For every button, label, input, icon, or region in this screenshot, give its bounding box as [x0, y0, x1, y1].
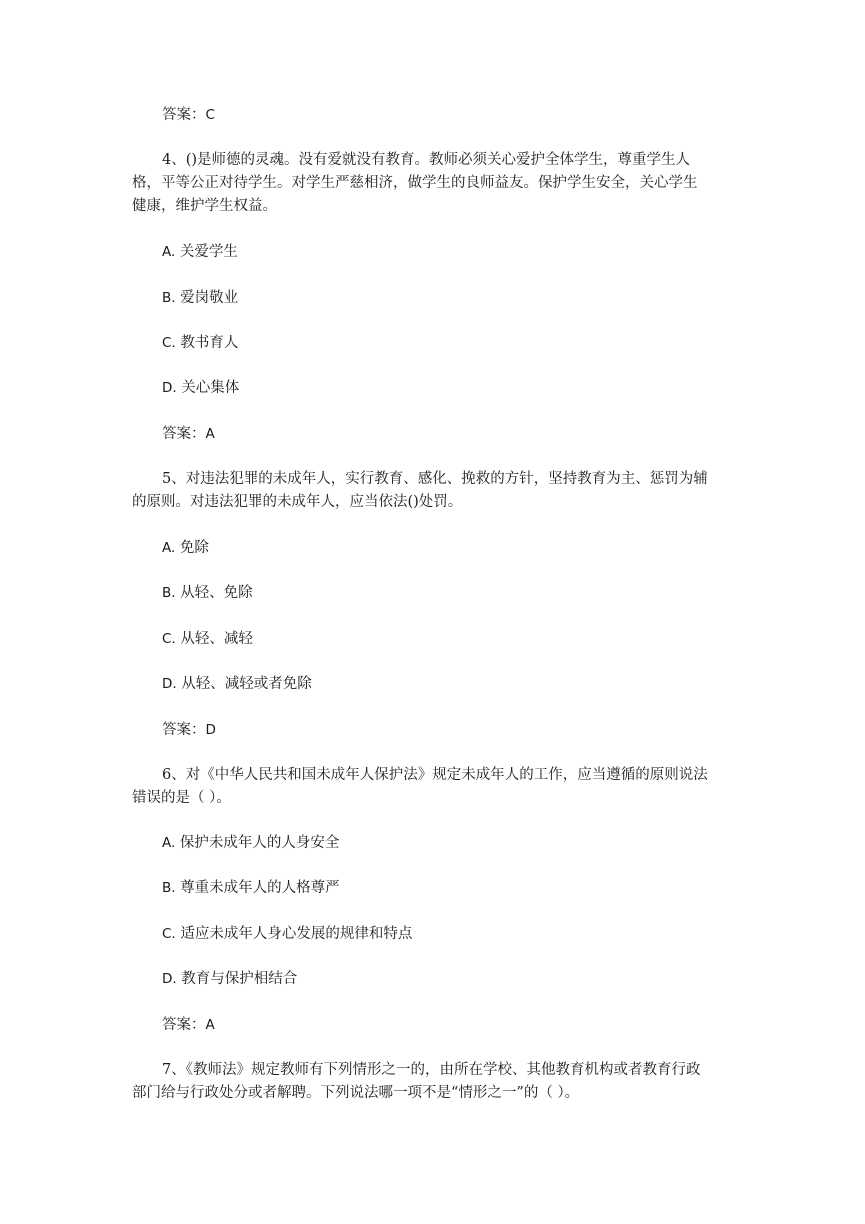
- option-letter: C.: [162, 335, 176, 351]
- question-7: [132, 1059, 734, 1105]
- question-line: 5、对违法犯罪的未成年人，实行教育、感化、挽救的方针，坚持教育为主、惩罚为辅: [162, 471, 708, 487]
- option-text: 关心集体: [181, 380, 240, 396]
- option-c: [0, 628, 865, 651]
- question-line: 4、()是师德的灵魂。没有爱就没有教育。教师必须关心爱护全体学生，尊重学生人: [162, 152, 691, 168]
- option-b: [0, 287, 865, 310]
- question-line: 健康，维护学生权益。: [132, 198, 277, 214]
- option-text: 爱岗敬业: [180, 290, 239, 306]
- question-6: [132, 764, 734, 810]
- question-5: [132, 468, 734, 514]
- answer-line: [0, 104, 865, 127]
- option-text: 关爱学生: [179, 244, 238, 260]
- option-text: 适应未成年人身心发展的规律和特点: [180, 926, 413, 942]
- question-number: 4、: [162, 152, 186, 168]
- answer-value: A: [205, 1017, 215, 1033]
- option-b: [0, 582, 865, 605]
- answer-value: A: [205, 426, 215, 442]
- option-text: 保护未成年人的人身安全: [179, 835, 340, 851]
- option-letter: A.: [162, 244, 176, 260]
- question-line: 部门给与行政处分或者解聘。下列说法哪一项不是“情形之一”的（ ）。: [132, 1085, 580, 1101]
- question-number: 6、: [162, 767, 186, 783]
- option-text: 从轻、减轻或者免除: [181, 676, 312, 692]
- option-letter: B.: [162, 290, 176, 306]
- answer-line: [0, 1014, 865, 1037]
- option-b: [0, 877, 865, 900]
- option-letter: A.: [162, 540, 176, 556]
- option-letter: D.: [162, 971, 177, 987]
- option-text: 教育与保护相结合: [181, 971, 298, 987]
- option-d: [0, 377, 865, 400]
- question-line: 6、对《中华人民共和国未成年人保护法》规定未成年人的工作，应当遵循的原则说法: [162, 767, 708, 783]
- question-number: 5、: [162, 471, 186, 487]
- option-c: [0, 923, 865, 946]
- option-text: 从轻、免除: [180, 585, 253, 601]
- option-a: [0, 241, 865, 264]
- question-line: 格，平等公正对待学生。对学生严慈相济，做学生的良师益友。保护学生安全，关心学生: [132, 175, 698, 191]
- answer-label: 答案：: [162, 426, 206, 442]
- answer-value: C: [205, 107, 215, 123]
- option-letter: D.: [162, 380, 177, 396]
- answer-line: [0, 719, 865, 742]
- question-line: 7、《教师法》规定教师有下列情形之一的，由所在学校、其他教育机构或者教育行政: [162, 1062, 701, 1078]
- option-text: 免除: [179, 540, 209, 556]
- question-line: 错误的是（ ）。: [132, 790, 231, 806]
- answer-value: D: [205, 722, 216, 738]
- answer-label: 答案：: [162, 722, 206, 738]
- option-letter: B.: [162, 585, 176, 601]
- answer-label: 答案：: [162, 1017, 206, 1033]
- option-letter: D.: [162, 676, 177, 692]
- option-c: [0, 332, 865, 355]
- option-letter: C.: [162, 631, 176, 647]
- answer-label: 答案：: [162, 107, 206, 123]
- question-4: [132, 149, 734, 218]
- answer-line: [0, 423, 865, 446]
- option-letter: C.: [162, 926, 176, 942]
- option-text: 尊重未成年人的人格尊严: [180, 880, 340, 896]
- option-letter: A.: [162, 835, 176, 851]
- option-letter: B.: [162, 880, 176, 896]
- question-line: 的原则。对违法犯罪的未成年人，应当依法()处罚。: [132, 494, 463, 510]
- option-text: 教书育人: [180, 335, 239, 351]
- option-a: [0, 832, 865, 855]
- option-d: [0, 673, 865, 696]
- option-d: [0, 968, 865, 991]
- option-a: [0, 537, 865, 560]
- option-text: 从轻、减轻: [180, 631, 253, 647]
- question-number: 7、: [162, 1062, 186, 1078]
